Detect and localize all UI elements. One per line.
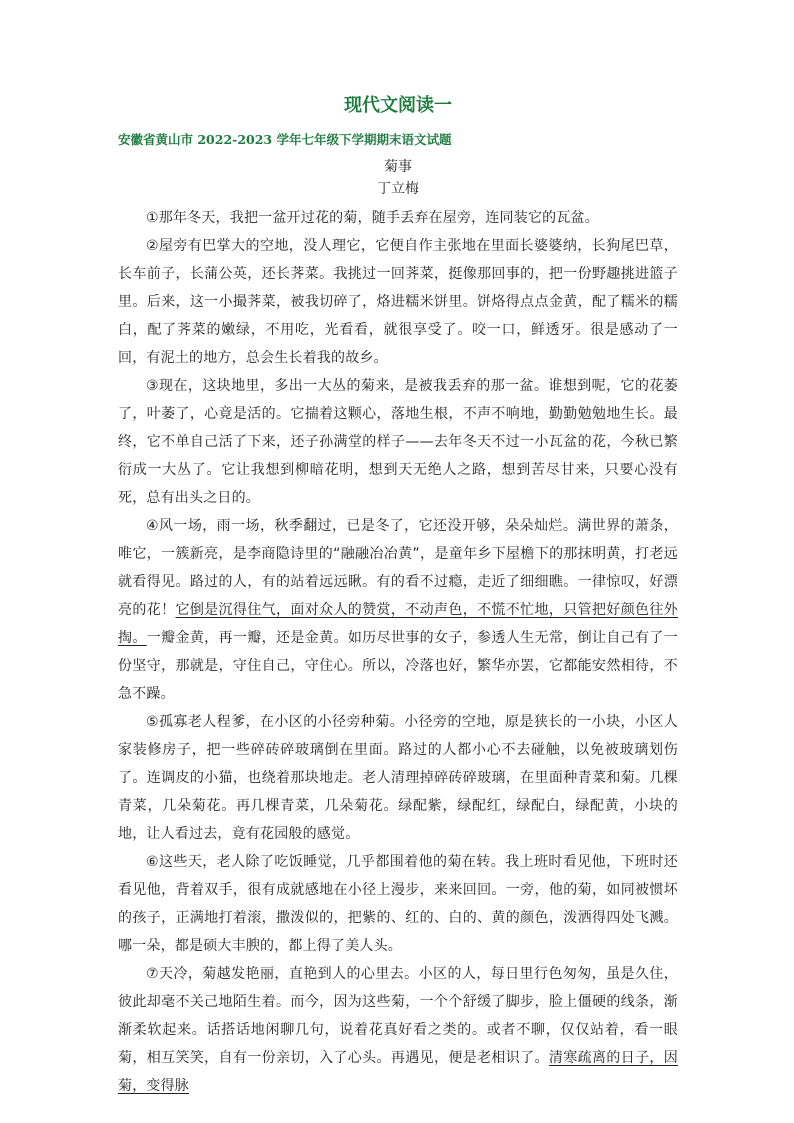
paragraph-text: ③现在，这块地里，多出一大丛的菊来，是被我丢弃的那一盆。谁想到呢，它的花萎了，叶萎了，心竟是活的。它揣着这颗心，落地生根，不声不响地，勤勤勉勉地生长。最终，它不单自己活了下来，还子孙满堂的样子——去年冬天不过一小瓦盆的花，今秋已繁衍成一大丛了。它让我想到柳暗花明，想到天无绝人之路，想到苦尽甘来，只要心没有死，总有出头之日的。 xyxy=(118,378,678,506)
paragraph xyxy=(118,708,678,848)
paragraph-text: ⑦天冷，菊越发艳丽，直艳到人的心里去。小区的人，每日里行色匆匆，虽是久住，彼此却毫不关己地陌生着。而今，因为这些菊，一个个舒缓了脚步，脸上僵硬的线条，渐渐柔软起来。话搭话地闲聊几句，说着花真好看之类的。或者不聊，仅仅站着，看一眼菊，相互笑笑，自有一份亲切，入了心头。再遇见，便是老相识了。 xyxy=(118,966,678,1066)
paragraph-text: 一瓣金黄，再一瓣，还是金黄。如历尽世事的女子，参透人生无常，倒让自己有了一份坚守，那就是，守住自己，守住心。所以，冷落也好，繁华亦罢，它都能安然相待，不急不躁。 xyxy=(118,630,678,702)
paragraph-text: ②屋旁有巴掌大的空地，没人理它，它便自作主张地在里面长婆婆纳，长狗尾巴草，长车前子，长蒲公英，还长荠菜。我挑过一回荠菜，挺像那回事的，把一份野趣挑进篮子里。后来，这一小撮荠菜，被我切碎了，烙进糯米饼里。饼烙得点点金黄，配了糯米的糯白，配了荠菜的嫩绿，不用吃，光看看，就很享受了。咬一口，鲜透牙。很是感动了一回，有泥土的地方，总会生长着我的故乡。 xyxy=(118,238,678,366)
paragraph-text: ⑥这些天，老人除了吃饭睡觉，几乎都围着他的菊在转。我上班时看见他，下班时还看见他，背着双手，很有成就感地在小径上漫步，来来回回。一旁，他的菊，如同被惯坏的孩子，正满地打着滚，撒泼似的，把紫的、红的、白的、黄的颜色，泼洒得四处飞溅。哪一朵，都是硕大丰腴的，都上得了美人头。 xyxy=(118,854,678,954)
source-line: 安徽省黄山市 2022-2023 学年七年级下学期期末语文试题 xyxy=(118,132,452,147)
paragraph xyxy=(118,372,678,512)
page xyxy=(118,94,678,1100)
underlined-text: 它倒是沉得住气，面对众人的赞赏，不动声色，不慌不忙地，只管把好颜色往外掏。 xyxy=(118,602,678,646)
article-body xyxy=(118,204,678,1100)
paragraph-text: ①那年冬天，我把一盆开过花的菊，随手丢弃在屋旁，连同装它的瓦盆。 xyxy=(146,210,599,226)
paragraph xyxy=(118,232,678,372)
paragraph-text: ④风一场，雨一场，秋季翻过，已是冬了，它还没开够，朵朵灿烂。满世界的萧条，唯它，一簇新亮，是李商隐诗里的“融融冶冶黄”，是童年乡下屋檐下的那抹明黄，打老远就看得见。路过的人，有的站着远远瞅。有的看不过瘾，走近了细细瞧。一律惊叹，好漂亮的花！ xyxy=(118,518,678,618)
article-title: 菊事 xyxy=(384,159,412,175)
paragraph xyxy=(118,512,678,708)
section-title: 现代文阅读一 xyxy=(344,95,452,116)
paragraph xyxy=(118,848,678,960)
paragraph xyxy=(118,960,678,1100)
paragraph-text: ⑤孤寡老人程爹，在小区的小径旁种菊。小径旁的空地，原是狭长的一小块，小区人家装修房子，把一些碎砖碎玻璃倒在里面。路过的人都小心不去碰触，以免被玻璃划伤了。连调皮的小猫，也绕着那块地走。老人清理掉碎砖碎玻璃，在里面种青菜和菊。几棵青菜，几朵菊花。再几棵青菜，几朵菊花。绿配紫，绿配红，绿配白，绿配黄，小块的地，让人看过去，竟有花园般的感觉。 xyxy=(118,714,678,842)
paragraph xyxy=(118,204,678,232)
underlined-text: 清寒疏离的日子，因菊，变得脉 xyxy=(118,1050,678,1094)
article-author: 丁立梅 xyxy=(377,181,419,197)
